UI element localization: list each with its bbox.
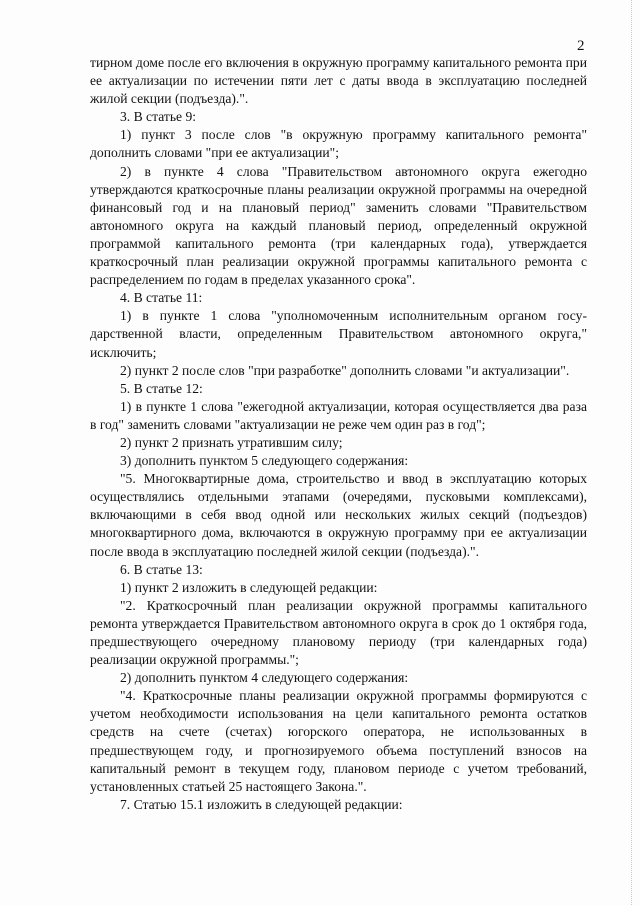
article-12-item-3: 3) дополнить пунктом 5 следующего содержания:	[120, 453, 409, 469]
article-13-heading: 6. В статье 13:	[120, 561, 203, 577]
article-9-heading: 3. В статье 9:	[120, 109, 197, 125]
article-12-heading: 5. В статье 12:	[120, 380, 203, 396]
document-body	[90, 54, 587, 814]
article-12-point-5-text: "5. Многоквартирные дома, строительство и ввод в эксплуатацию которых осуществлялись отдельными этапами (очередями, пусковыми комплексами), включающими в себя ввод одной или нескольких жилых секций (подъездов) многоквартирного дома, включаются в окружную программу при ее актуализации после ввода в эксплуатацию последней жилой секции (подъезда).".	[90, 471, 587, 559]
scan-edge-line	[630, 0, 632, 905]
article-12-item-1: 1) в пункте 1 слова "ежегодной актуализации, которая осуществляется два раза в год" заменить словами "актуализации не реже чем один раз в год";	[90, 398, 587, 432]
article-9-item-2: 2) в пункте 4 слова "Правительством автономного округа ежегодно утверждаются краткосрочные планы реализации окружной программы на очередной финансовый год и на плановый период" заменить словами "Правительством автономного округа на каждый плановый период, определенный окружной программой капитального ремонта (три календарных года), утверждается краткосрочный план реализации окружной программы капитального ремонта с распределением по годам в пределах указанного срока".	[90, 163, 587, 288]
article-11-heading: 4. В статье 11:	[120, 290, 203, 306]
article-13-point-2-text: "2. Краткосрочный план реализации окружной программы капитального ремонта утверждается Правительством автономного округа в срок до 1 октября года, предшествующего очередному плановому периоду (три календарных года) реализации окружной программы.";	[90, 597, 587, 668]
article-15-1-heading: 7. Статью 15.1 изложить в следующей редакции:	[120, 796, 403, 812]
article-13-point-4-text: "4. Краткосрочные планы реализации окружной программы формируются с учетом необходимости использования на цели капитального ремонта остатков средств на счете (счетах) югорского оператора, не использованных в предшествующем году, и прогнозируемого объема поступлений взносов на капитальный ремонт в текущем году, плановом периоде с учетом требований, установленных статьей 25 настоящего Закона.".	[90, 688, 587, 794]
article-13-item-2: 2) дополнить пунктом 4 следующего содержания:	[120, 670, 409, 686]
article-13-item-1: 1) пункт 2 изложить в следующей редакции:	[120, 579, 378, 595]
paragraph-continuation: тирном доме после его включения в окружную программу капитального ремонта при ее актуализации по истечении пяти лет с даты ввода в эксплуатацию последней жилой секции (подъезда).".	[90, 55, 587, 107]
article-11-item-2: 2) пункт 2 после слов "при разработке" дополнить словами "и актуализации".	[120, 362, 570, 378]
article-9-item-1: 1) пункт 3 после слов "в окружную программу капитального ремонта" дополнить словами "при ее актуализации";	[90, 127, 587, 161]
article-12-item-2: 2) пункт 2 признать утратившим силу;	[120, 434, 343, 450]
page-number: 2	[577, 38, 585, 54]
article-11-item-1: 1) в пункте 1 слова "уполномоченным исполнительным органом государственной власти, определенным Правительством автономного округа," исключить;	[90, 308, 587, 360]
